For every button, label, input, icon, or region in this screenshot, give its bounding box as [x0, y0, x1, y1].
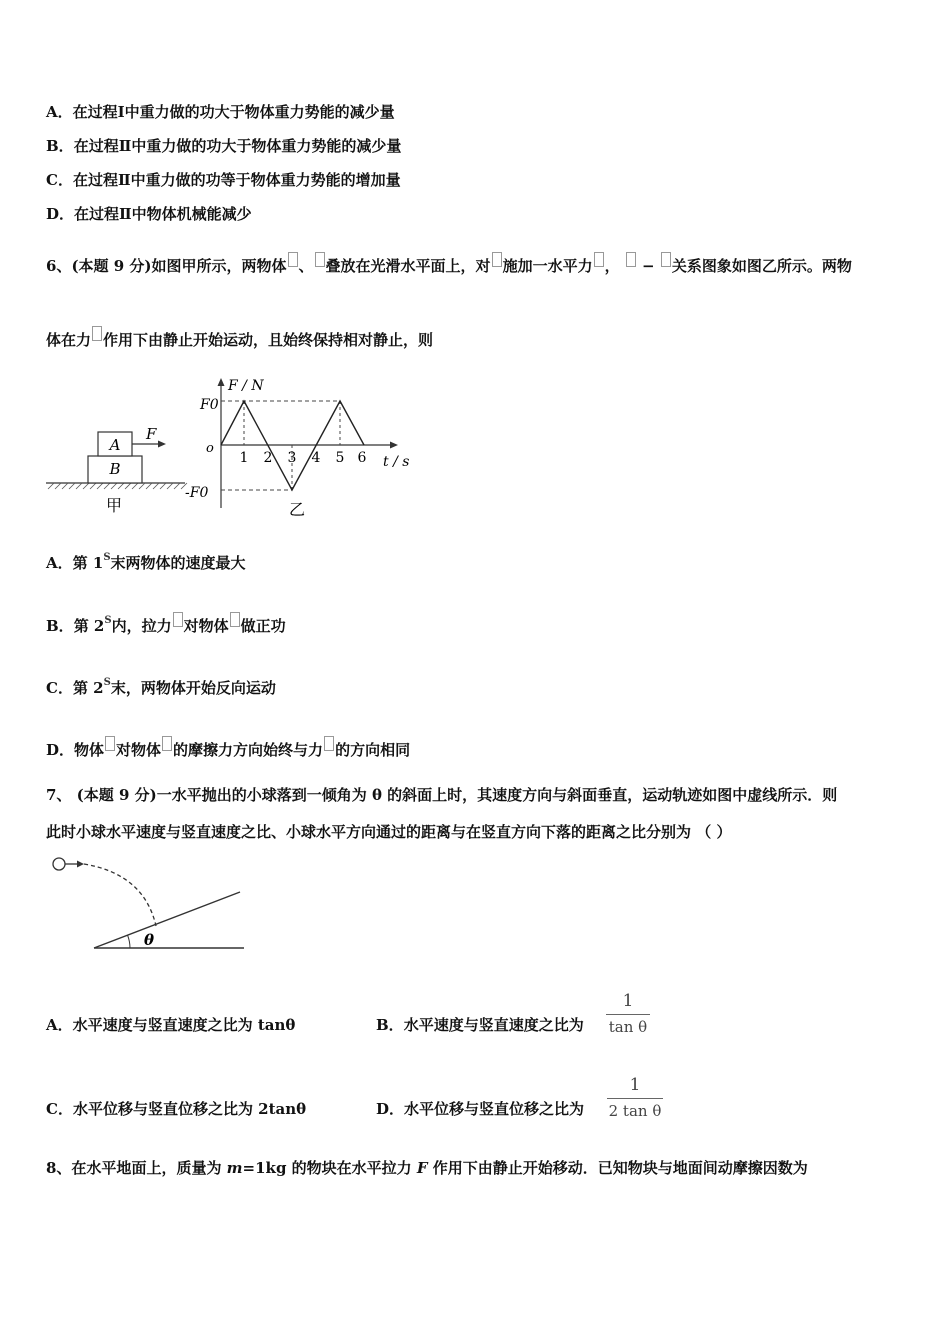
q6-number: 6、 — [46, 257, 72, 275]
placeholder-symbol — [230, 612, 240, 627]
figure-yi — [185, 378, 409, 519]
q5-option-a: A．在过程Ⅰ中重力做的功大于物体重力势能的减少量 — [46, 103, 395, 121]
placeholder-symbol — [626, 252, 636, 267]
caption-jia: 甲 — [105, 496, 123, 515]
block-a-label: A — [109, 436, 121, 454]
y-axis-label: F / N — [228, 378, 264, 394]
x-tick-1: 1 — [239, 450, 249, 466]
placeholder-symbol — [324, 736, 334, 751]
placeholder-symbol — [162, 736, 172, 751]
q6-option-c: C．第 $2^S$末，两物体开始反向运动 — [46, 677, 276, 697]
placeholder-symbol — [661, 252, 671, 267]
q5-option-c: C．在过程Ⅱ中重力做的功等于物体重力势能的增加量 — [46, 171, 401, 189]
q7-option-d: D．水平位移与竖直位移之比为 — [376, 1100, 585, 1118]
q7-figure — [44, 850, 254, 954]
caption-yi: 乙 — [288, 500, 306, 519]
q6-figure — [40, 370, 420, 520]
force-label: F — [146, 425, 157, 443]
trajectory — [84, 864, 156, 926]
y-tick-neg-f0: -F0 — [185, 485, 209, 501]
placeholder-symbol — [173, 612, 183, 627]
q7-option-d-fraction: 1 2 tan θ — [608, 1075, 662, 1120]
placeholder-symbol — [288, 252, 298, 267]
y-tick-f0: F0 — [200, 397, 219, 413]
q7-option-b: B．水平速度与竖直速度之比为 — [376, 1016, 584, 1034]
incline-line — [94, 892, 240, 948]
block-b-label: B — [109, 460, 121, 478]
x-axis-label: t / s — [383, 454, 410, 470]
q6-option-b: B．第 $2^S$内，拉力 对物体 做正功 — [46, 611, 286, 636]
placeholder-symbol — [105, 736, 115, 751]
figure-jia — [46, 425, 187, 515]
q6-option-d: D．物体 对物体 的摩擦力方向始终与力 的方向相同 — [46, 736, 410, 760]
placeholder-symbol — [492, 252, 502, 267]
x-tick-3: 3 — [287, 450, 297, 466]
ball — [53, 858, 65, 870]
q7-stem-line2: 此时小球水平速度与竖直速度之比、小球水平方向通过的距离与在竖直方向下落的距离之比分别为 （ ） — [46, 823, 732, 841]
x-tick-5: 5 — [335, 450, 345, 466]
q6-option-a: A．第 $1^S$末两物体的速度最大 — [46, 552, 246, 572]
x-tick-6: 6 — [357, 450, 367, 466]
placeholder-symbol — [92, 326, 102, 341]
x-tick-4: 4 — [311, 450, 321, 466]
q6-stem-line1: 6、(本题 9 分)如图甲所示，两物体 、 叠放在光滑水平面上，对 施加一水平力 ， − 关系图象如图乙所示。两物 — [46, 252, 852, 276]
placeholder-symbol — [315, 252, 325, 267]
angle-label: θ — [144, 931, 155, 949]
placeholder-symbol — [594, 252, 604, 267]
q7-option-a: A．水平速度与竖直速度之比为 tanθ — [46, 1016, 296, 1034]
q5-option-d: D．在过程Ⅱ中物体机械能减少 — [46, 205, 252, 223]
q6-stem-line2: 体在力 作用下由静止开始运动，且始终保持相对静止，则 — [46, 326, 433, 350]
x-tick-2: 2 — [263, 450, 273, 466]
q6-points: (本题 9 分) — [71, 257, 152, 275]
origin-label: o — [206, 441, 214, 456]
q8-stem: 8、在水平地面上，质量为 m=1kg 的物块在水平拉力 F 作用下由静止开始移动．已知物块与地面间动摩擦因数为 — [46, 1159, 808, 1177]
q7-stem-line1: 7、 (本题 9 分)一水平抛出的小球落到一倾角为 θ 的斜面上时，其速度方向与斜面垂直，运动轨迹如图中虚线所示．则 — [46, 786, 838, 804]
q7-option-b-fraction: 1 tan θ — [606, 990, 650, 1037]
q5-option-b: B．在过程Ⅱ中重力做的功大于物体重力势能的减少量 — [46, 137, 402, 155]
q7-option-c: C．水平位移与竖直位移之比为 2tanθ — [46, 1100, 307, 1118]
